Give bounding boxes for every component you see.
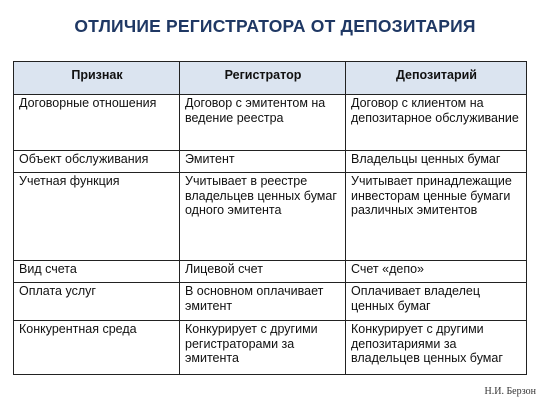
row-registrar-cell: Договор с эмитентом на ведение реестра: [180, 95, 346, 151]
row-depository-cell: Учитывает принадлежащие инвесторам ценные бумаги различных эмитентов: [346, 173, 527, 261]
row-depository-cell: Конкурирует с другими депозитариями за владельцев ценных бумаг: [346, 321, 527, 375]
comparison-table-container: [13, 61, 526, 375]
row-attribute-cell: Оплата услуг: [14, 283, 180, 321]
table-row: [14, 261, 527, 283]
row-depository-cell: Оплачивает владелец ценных бумаг: [346, 283, 527, 321]
table-header-row: [14, 62, 527, 95]
table-row: [14, 173, 527, 261]
table-row: [14, 283, 527, 321]
row-registrar-cell: Учитывает в реестре владельцев ценных бумаг одного эмитента: [180, 173, 346, 261]
table-row: [14, 321, 527, 375]
header-attribute: Признак: [14, 62, 180, 95]
comparison-table: [13, 61, 527, 375]
row-registrar-cell: Эмитент: [180, 151, 346, 173]
row-registrar-cell: В основном оплачивает эмитент: [180, 283, 346, 321]
table-row: [14, 95, 527, 151]
row-attribute-cell: Вид счета: [14, 261, 180, 283]
row-attribute-cell: Договорные отношения: [14, 95, 180, 151]
row-depository-cell: Договор с клиентом на депозитарное обслуживание: [346, 95, 527, 151]
header-registrar: Регистратор: [180, 62, 346, 95]
row-registrar-cell: Лицевой счет: [180, 261, 346, 283]
row-attribute-cell: Конкурентная среда: [14, 321, 180, 375]
row-attribute-cell: Учетная функция: [14, 173, 180, 261]
row-attribute-cell: Объект обслуживания: [14, 151, 180, 173]
header-depository: Депозитарий: [346, 62, 527, 95]
table-row: [14, 151, 527, 173]
row-depository-cell: Счет «депо»: [346, 261, 527, 283]
author-signature: Н.И. Берзон: [484, 386, 536, 397]
slide-title: ОТЛИЧИЕ РЕГИСТРАТОРА ОТ ДЕПОЗИТАРИЯ: [74, 16, 476, 36]
row-registrar-cell: Конкурирует с другими регистраторами за эмитента: [180, 321, 346, 375]
row-depository-cell: Владельцы ценных бумаг: [346, 151, 527, 173]
